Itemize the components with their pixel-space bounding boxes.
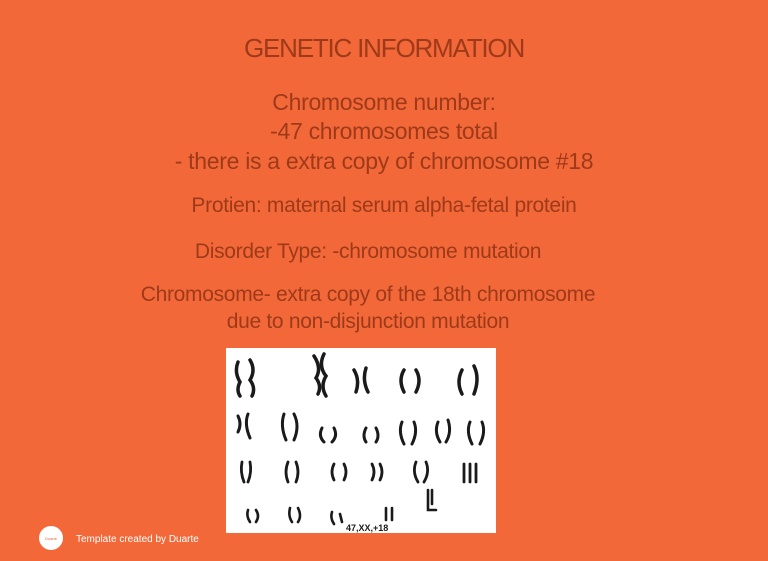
duarte-logo [39, 526, 63, 550]
template-credit: Template created by Duarte [76, 534, 199, 545]
disorder-type-text: Disorder Type: -chromosome mutation [194, 240, 542, 263]
karyotype-image [226, 348, 496, 533]
logo-text: Duarte [44, 535, 57, 541]
chromosome-number-heading: Chromosome number: [272, 89, 496, 115]
karyotype-figure [226, 348, 496, 533]
chromosome-total-text: -47 chromosomes total [270, 118, 498, 144]
protein-text: Protien: maternal serum alpha-fetal protein [191, 194, 577, 217]
karyotype-label: 47,XX,+18 [346, 523, 389, 533]
extra-copy-text: - there is a extra copy of chromosome #18 [174, 148, 594, 174]
slide-title: GENETIC INFORMATION [243, 33, 525, 63]
chromosome-description-line2: due to non-disjunction mutation [226, 310, 510, 333]
chromosome-description-line1: Chromosome- extra copy of the 18th chromosome [140, 283, 596, 306]
